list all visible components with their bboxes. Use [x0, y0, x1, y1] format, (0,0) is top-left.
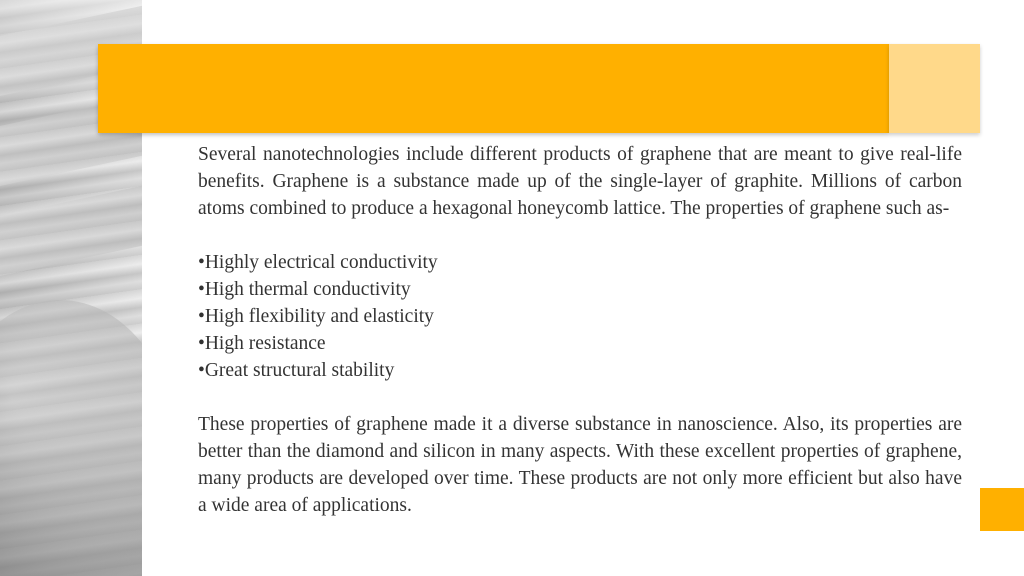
title-bar-accent — [889, 44, 980, 133]
slide-content — [198, 141, 962, 519]
properties-list — [198, 249, 962, 384]
intro-paragraph: Several nanotechnologies include different products of graphene that are meant to give real-life benefits. Graphene is a substance made up of the single-layer of graphite. Millions of carbon atoms combined to produce a hexagonal honeycomb lattice. The properties of graphene such as- — [198, 144, 962, 219]
list-item: •High flexibility and elasticity — [198, 306, 434, 327]
list-item: •Highly electrical conductivity — [198, 252, 438, 273]
list-item: •Great structural stability — [198, 360, 395, 381]
corner-accent-square — [980, 488, 1024, 531]
spacer — [198, 222, 962, 249]
list-item: •High resistance — [198, 333, 326, 354]
title-bar — [98, 44, 889, 133]
conclusion-paragraph: These properties of graphene made it a diverse substance in nanoscience. Also, its properties are better than the diamond and silicon in many aspects. With these excellent properties of graphene, many products are developed over time. These products are not only more efficient but also have a wide area of applications. — [198, 414, 962, 516]
list-item: •High thermal conductivity — [198, 279, 411, 300]
spacer — [198, 384, 962, 411]
